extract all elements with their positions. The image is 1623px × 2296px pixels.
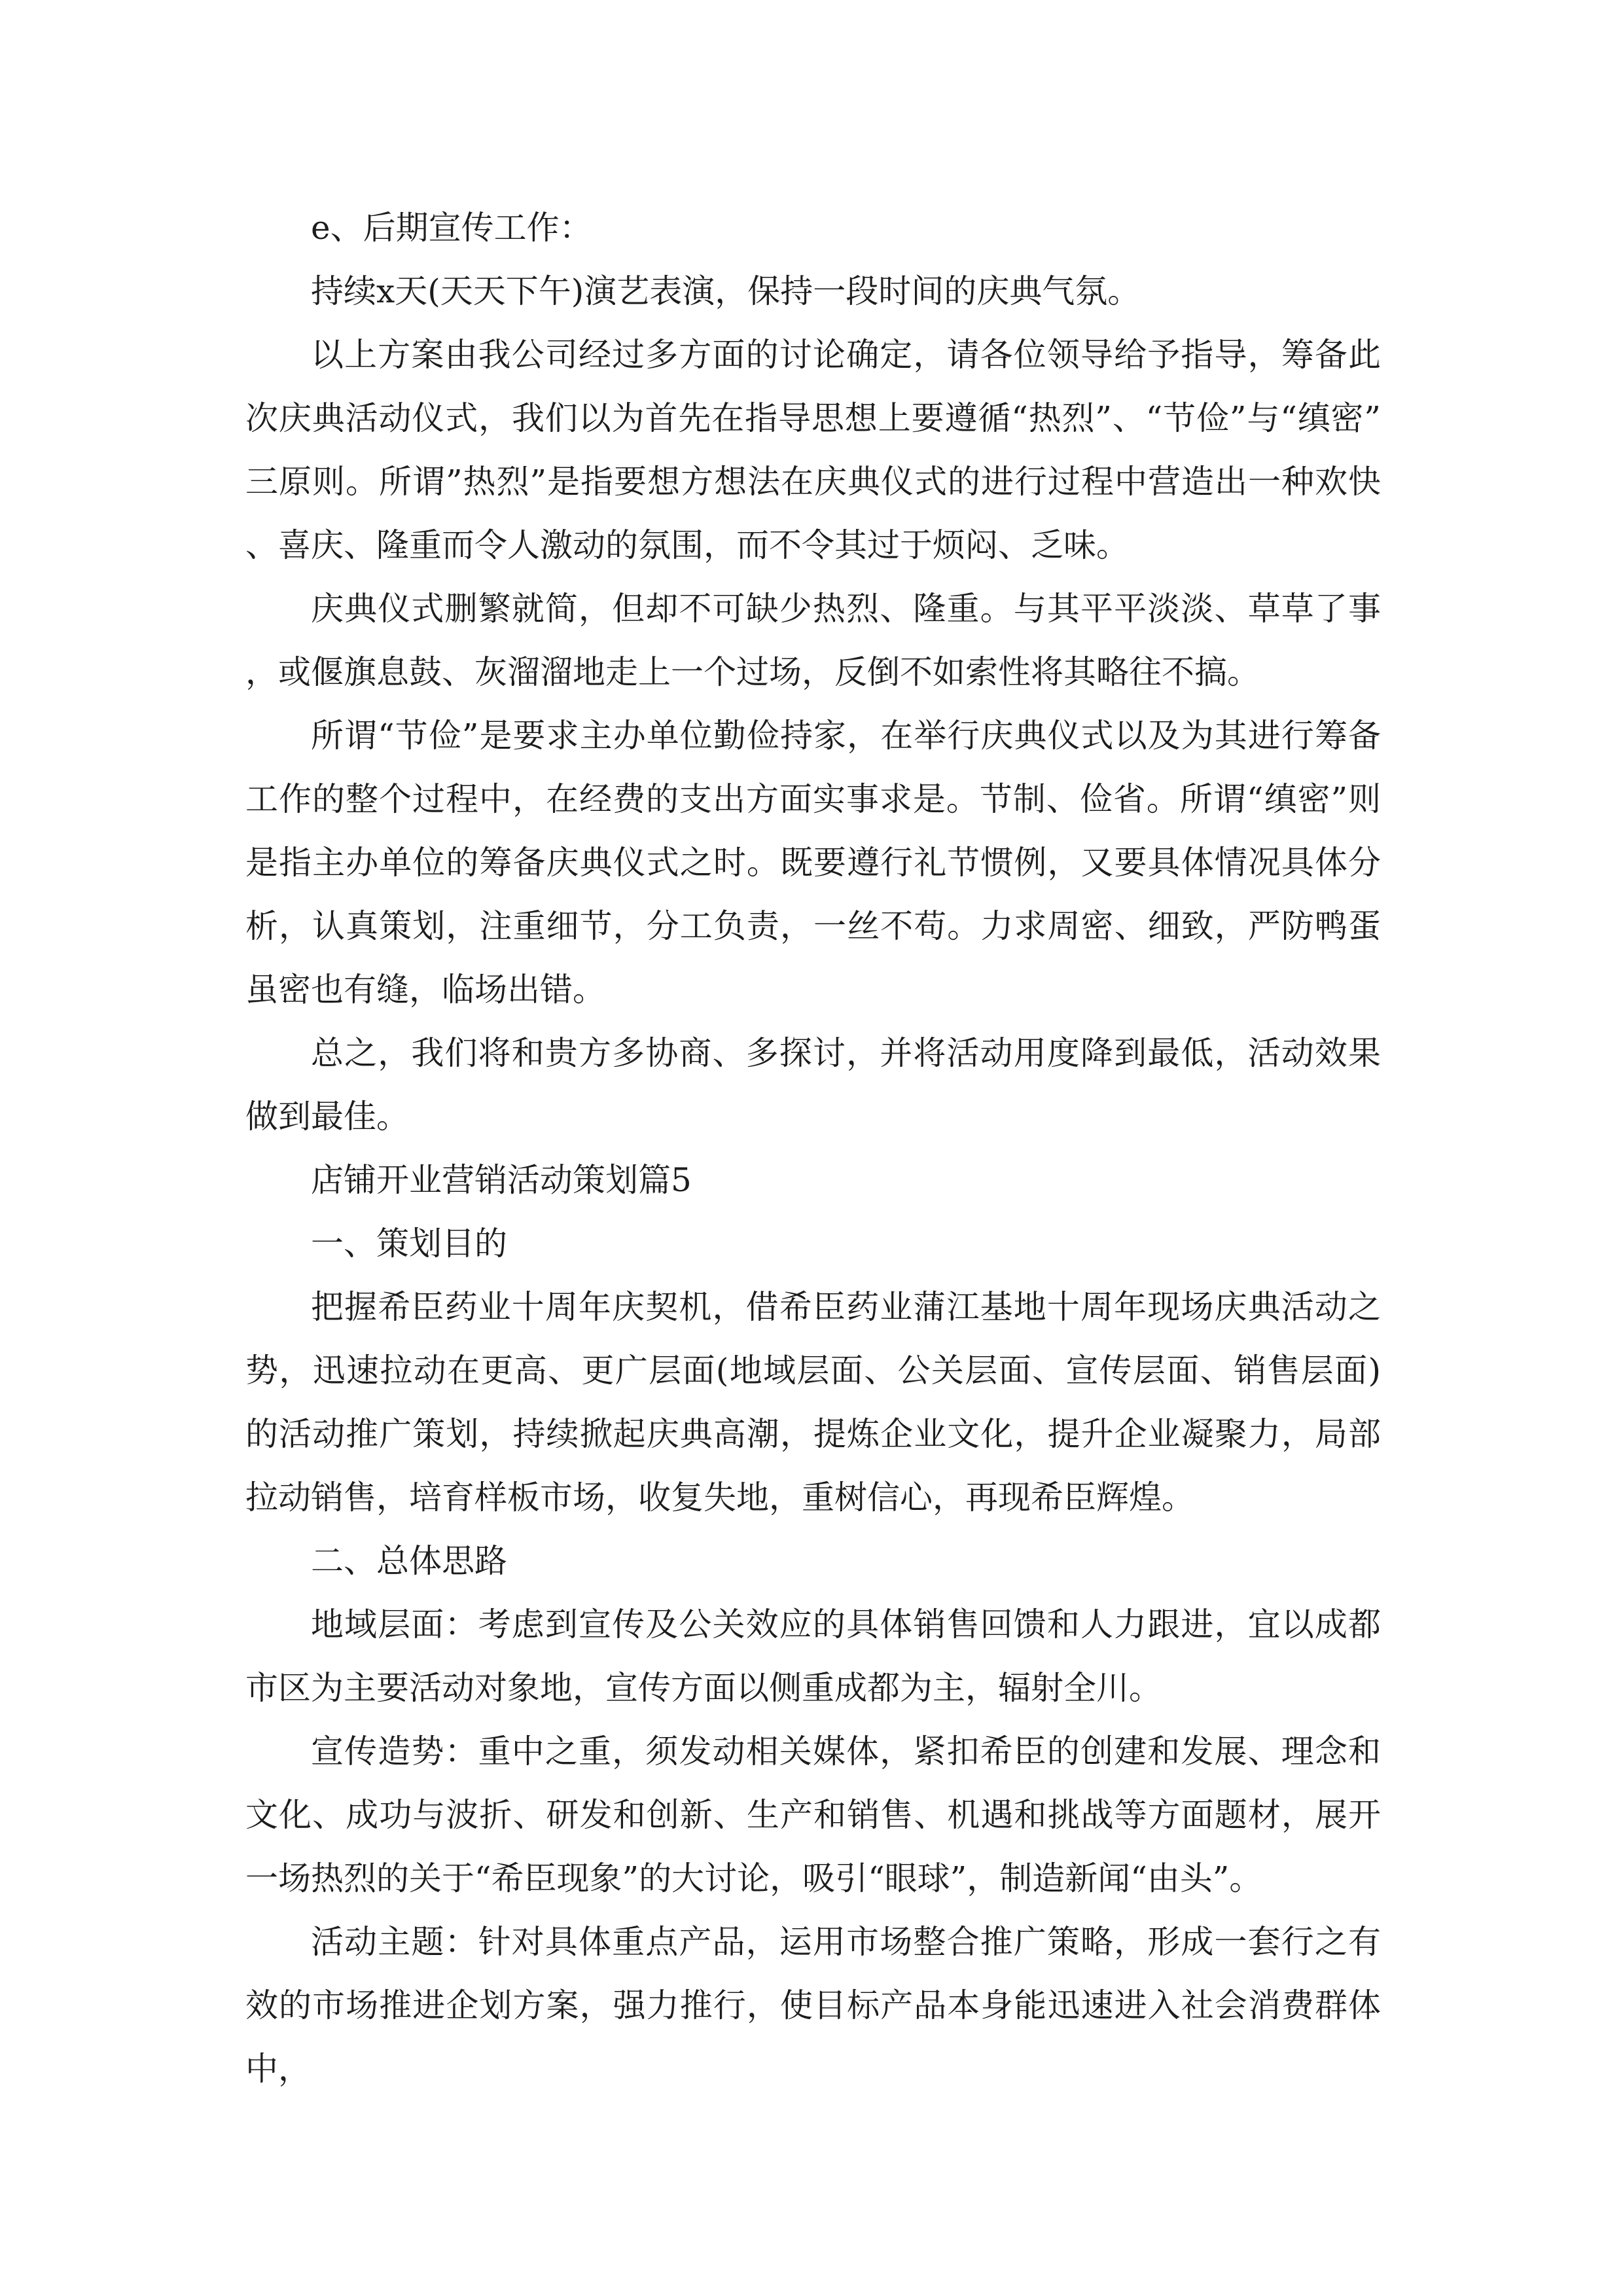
paragraph-late-publicity-heading: e、后期宣传工作： [311, 209, 592, 247]
paragraph-frugal-thorough: 所谓“节俭”是要求主办单位勤俭持家，在举行庆典仪式以及为其进行筹备工作的整个过程中，在经费的支出方面实事求是。节制、俭省。所谓“缜密”则是指主办单位的筹备庆典仪式之时。既要遵行礼节惯例，又要具体情况具体分析，认真策划，注重细节，分工负责，一丝不苟。力求周密、细致，严防鸭蛋虽密也有缝，临场出错。 [245, 717, 1381, 1009]
section-title-article-5: 店铺开业营销活动策划篇5 [311, 1161, 692, 1199]
paragraph-purpose: 把握希臣药业十周年庆契机，借希臣药业蒲江基地十周年现场庆典活动之势，迅速拉动在更高、更广层面(地域层面、公关层面、宣传层面、销售层面)的活动推广策划，持续掀起庆典高潮，提炼企业文化，提升企业凝聚力，局部拉动销售，培育样板市场，收复失地，重树信心，再现希臣辉煌。 [245, 1288, 1381, 1516]
paragraph-activity-theme: 活动主题：针对具体重点产品，运用市场整合推广策略，形成一套行之有效的市场推进企划方案，强力推行，使目标产品本身能迅速进入社会消费群体中， [245, 1923, 1381, 2088]
heading-overall-approach: 二、总体思路 [311, 1542, 507, 1580]
paragraph-conclusion: 总之，我们将和贵方多协商、多探讨，并将活动用度降到最低，活动效果做到最佳。 [245, 1034, 1381, 1136]
paragraph-simplify: 庆典仪式删繁就简，但却不可缺少热烈、隆重。与其平平淡淡、草草了事，或偃旗息鼓、灰溜溜地走上一个过场，反倒不如索性将其略往不搞。 [245, 590, 1381, 691]
paragraph-principles: 以上方案由我公司经过多方面的讨论确定，请各位领导给予指导，筹备此次庆典活动仪式，我们以为首先在指导思想上要遵循“热烈”、“节俭”与“缜密”三原则。所谓”热烈”是指要想方想法在庆典仪式的进行过程中营造出一种欢快、喜庆、隆重而令人激动的氛围，而不令其过于烦闷、乏味。 [245, 336, 1381, 564]
document-body [245, 196, 1381, 2101]
heading-planning-purpose: 一、策划目的 [311, 1225, 507, 1263]
paragraph-performance: 持续x天(天天下午)演艺表演，保持一段时间的庆典气氛。 [311, 272, 1141, 310]
paragraph-publicity: 宣传造势：重中之重，须发动相关媒体，紧扣希臣的创建和发展、理念和文化、成功与波折、研发和创新、生产和销售、机遇和挑战等方面题材，展开一场热烈的关于“希臣现象”的大讨论，吸引“眼球”，制造新闻“由头”。 [245, 1732, 1381, 1897]
paragraph-regional-level: 地域层面：考虑到宣传及公关效应的具体销售回馈和人力跟进，宜以成都市区为主要活动对象地，宣传方面以侧重成都为主，辐射全川。 [245, 1605, 1381, 1707]
